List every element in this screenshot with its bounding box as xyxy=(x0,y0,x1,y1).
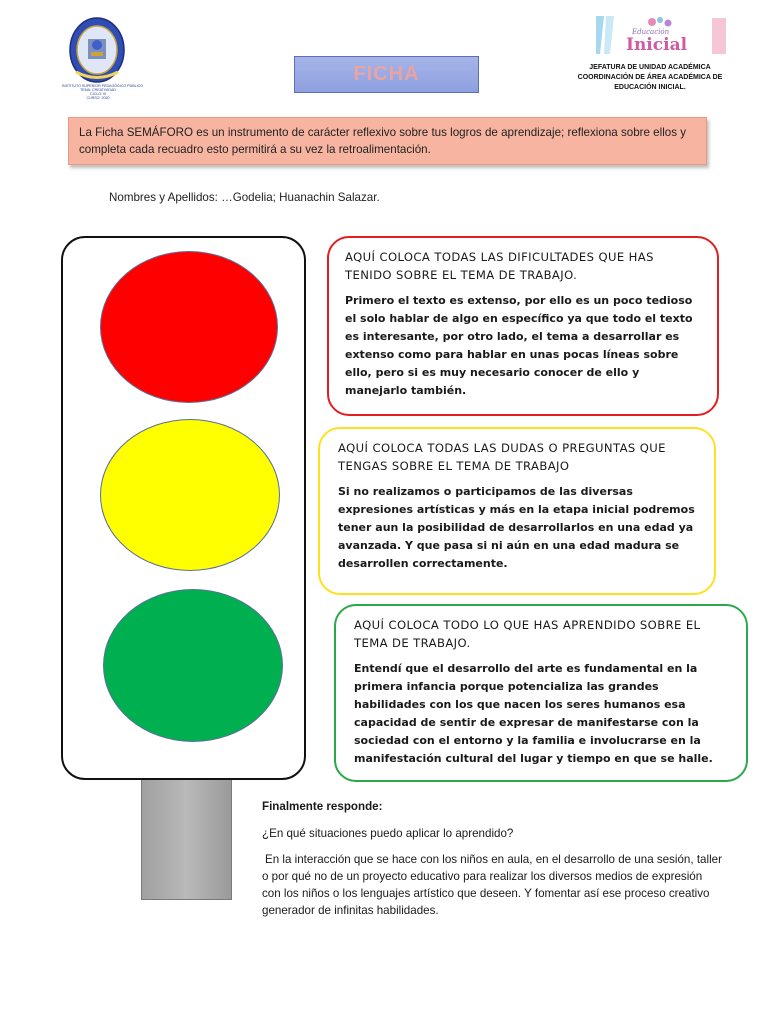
institution-line: EDUCACIÓN INICIAL. xyxy=(614,84,686,91)
page-title-text: FICHA xyxy=(353,63,420,85)
final-question: ¿En qué situaciones puedo aplicar lo aprendido? xyxy=(262,827,514,840)
school-seal-logo xyxy=(68,17,126,87)
student-name-line xyxy=(109,191,380,204)
doubts-card xyxy=(318,427,716,595)
traffic-light-green-lamp xyxy=(103,589,283,742)
instructions-text: La Ficha SEMÁFORO es un instrumento de carácter reflexivo sobre tus logros de aprendizaje; reflexiona sobre ellos y completa cada recuadro esto permitirá a su vez la retroalimentación. xyxy=(79,126,687,156)
learnings-card xyxy=(334,604,748,782)
learnings-answer: Entendí que el desarrollo del arte es fundamental en la primera infancia porque potencializa las grandes habilidades con los que nacen los seres humanos esa capacidad de sentir de expresar de manifestarse con la sociedad con el entorno y la familia e involucrarse en la manifestación cultural del lugar y tiempo en que se halle. xyxy=(354,662,713,765)
difficulties-card xyxy=(327,236,719,416)
seal-caption-line: INSTITUTO SUPERIOR PEDAGÓGICO PÚBLICO xyxy=(62,84,144,88)
doubts-answer: Si no realizamos o participamos de las diversas expresiones artísticas y más en la etapa inicial podremos tener aun la posibilidad de desarrollarlos en una edad ya avanzada. Y que pasa si ni aún en una edad madura se desarrollen correctamente. xyxy=(338,485,695,570)
seal-caption-line: TEMA: CREATIVIDAD xyxy=(80,88,116,92)
instructions-banner xyxy=(68,117,707,165)
seal-caption xyxy=(62,84,144,100)
final-heading: Finalmente responde: xyxy=(262,800,383,813)
traffic-light-pole xyxy=(141,779,232,900)
difficulties-prompt: AQUÍ COLOCA TODAS LAS DIFICULTADES QUE HAS TENIDO SOBRE EL TEMA DE TRABAJO. xyxy=(345,250,654,282)
brand-logo-text: Inicial xyxy=(626,35,688,55)
final-section xyxy=(262,798,724,919)
educacion-inicial-logo xyxy=(594,14,728,56)
student-name-value: …Godelia; Huanachin Salazar. xyxy=(217,191,380,204)
doubts-prompt: AQUÍ COLOCA TODAS LAS DUDAS O PREGUNTAS QUE TENGAS SOBRE EL TEMA DE TRABAJO xyxy=(338,441,666,473)
learnings-prompt: AQUÍ COLOCA TODO LO QUE HAS APRENDIDO SOBRE EL TEMA DE TRABAJO. xyxy=(354,618,701,650)
page-title xyxy=(294,56,479,93)
final-answer: En la interacción que se hace con los niños en aula, en el desarrollo de una sesión, taller o por qué no de un proyecto educativo para realizar los diversos medios de expresión con los niños o los lenguajes artístico que deseen. Y fomentar así ese proceso creativo generador de infinitas habilidades. xyxy=(262,853,722,917)
seal-caption-line: CICLO: III xyxy=(90,92,106,96)
student-name-label: Nombres y Apellidos: xyxy=(109,191,218,204)
institution-line: COORDINACIÓN DE ÁREA ACADÉMICA DE xyxy=(577,74,723,81)
institution-heading xyxy=(558,63,742,93)
traffic-light-yellow-lamp xyxy=(100,419,280,571)
institution-line: JEFATURA DE UNIDAD ACADÉMICA xyxy=(589,64,711,71)
seal-caption-line: CURSO: 2020 xyxy=(86,96,110,100)
brand-logo-subtext: Educación xyxy=(632,28,670,36)
difficulties-answer: Primero el texto es extenso, por ello es un poco tedioso el solo hablar de algo en específico ya que todo el texto es interesante, por otro lado, el tema a desarrollar es extenso como para hablar en unas pocas líneas sobre ello, pero si es muy necesario conocer de ello y manejarlo también. xyxy=(345,294,693,397)
traffic-light-red-lamp xyxy=(100,251,278,403)
